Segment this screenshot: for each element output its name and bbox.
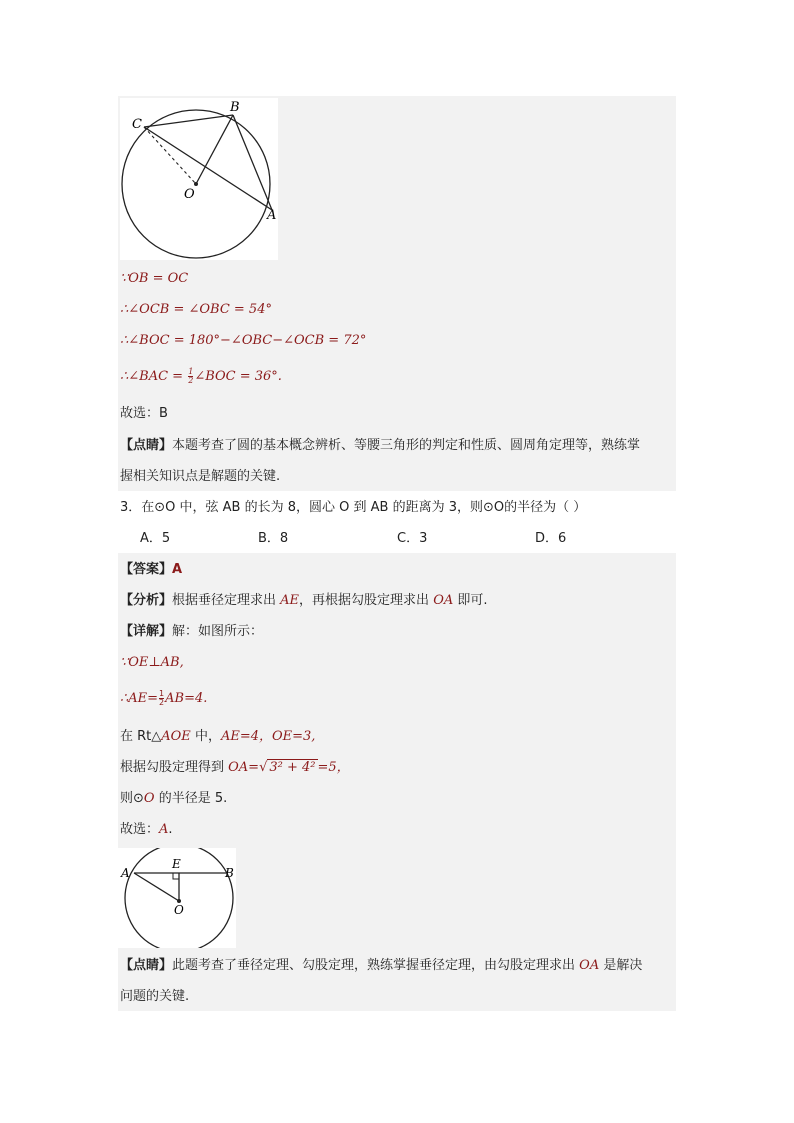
segment-ob	[196, 115, 233, 184]
center-point-o	[194, 182, 198, 186]
segment-oa	[134, 873, 179, 901]
question-3-stem: 3．在⊙O 中，弦 AB 的长为 8，圆心 O 到 AB 的距离为 3，则⊙O的半径为（ ）	[120, 500, 587, 515]
label-b: B	[230, 100, 240, 115]
comment-line-1	[120, 437, 640, 455]
analysis-tag: 【分析】	[120, 593, 173, 608]
label-c: C	[132, 117, 142, 132]
circle-figure-2	[118, 848, 236, 948]
step-5: 则⊙O 的半径是 5.	[120, 791, 228, 806]
proof-line-3: ∴∠BOC = 180°−∠OBC−∠OCB = 72°	[120, 333, 367, 348]
circle-diagram-2	[118, 848, 236, 948]
label-e: E	[172, 857, 181, 871]
step-6: 故选：A.	[120, 822, 173, 837]
proof-line-1: ∵OB = OC	[120, 271, 189, 286]
fraction-half-2: $\frac{1}{2}$	[159, 689, 165, 707]
comment-line-2: 握相关知识点是解题的关键.	[120, 469, 281, 484]
choice-text: 故选：B	[120, 406, 168, 421]
step-3: 在 Rt△AOE 中，AE=4，OE=3,	[120, 729, 316, 744]
choice-line	[120, 405, 168, 423]
answer-line	[120, 561, 182, 579]
comment3-line-2: 问题的关键.	[120, 989, 190, 1004]
step-1: ∵OE⊥AB,	[120, 655, 184, 670]
comment-tag: 【点睛】	[120, 438, 173, 453]
option-b: B．8	[258, 531, 289, 546]
option-c: C．3	[397, 531, 428, 546]
label-o: O	[184, 187, 195, 202]
step-4: 根据勾股定理得到 OA=√ 3² + 4² =5，	[120, 760, 350, 775]
step-2: ∴AE= $\frac{1}{2}$ AB=4.	[120, 689, 208, 707]
answer-tag: 【答案】	[120, 562, 173, 577]
comment-text-1: 本题考查了圆的基本概念辨析、等腰三角形的判定和性质、圆周角定理等，熟练掌	[172, 438, 641, 453]
comment3-line-1: 【点睛】此题考查了垂径定理、勾股定理，熟练掌握垂径定理，由勾股定理求出 OA 是解决	[120, 958, 643, 973]
label-o-2: O	[174, 903, 184, 917]
detail-line: 【详解】解：如图所示：	[120, 624, 264, 639]
analysis-line: 【分析】根据垂径定理求出 AE，再根据勾股定理求出 OA 即可.	[120, 593, 488, 608]
proof-line-4	[120, 368, 282, 386]
right-angle-mark	[173, 873, 179, 879]
option-a: A．5	[140, 531, 171, 546]
option-d: D．6	[535, 531, 567, 546]
proof-line-4-end: ∠BOC = 36°.	[194, 369, 282, 384]
detail-tag: 【详解】	[120, 624, 173, 639]
proof-line-2: ∴∠OCB = ∠OBC = 54°	[120, 302, 272, 317]
comment3-tag: 【点睛】	[120, 958, 173, 973]
label-a-2: A	[121, 866, 130, 880]
circle-figure-1	[120, 98, 278, 260]
label-a: A	[267, 208, 277, 223]
segment-ca	[144, 127, 272, 210]
label-b-2: B	[225, 866, 234, 880]
proof-line-4-start: ∴∠BAC =	[120, 369, 188, 384]
answer-value: A	[172, 562, 183, 577]
fraction-half: $\frac{1}{2}$	[188, 367, 194, 385]
circle-diagram-1	[120, 98, 278, 260]
